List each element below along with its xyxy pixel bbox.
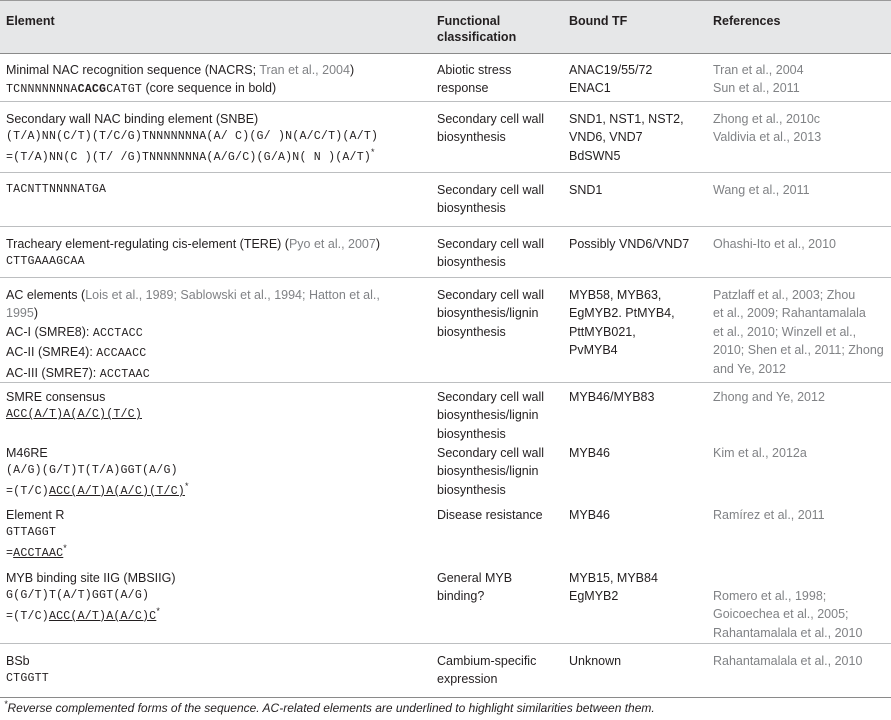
table-row [0,380,891,441]
references-cell: Ohashi-Ito et al., 2010 [713,237,836,251]
citation-link[interactable]: Pyo et al., 2007 [288,237,376,251]
element-cell: M46RE (A/G)(G/T)T(T/A)GGT(A/G) =(T/C)ACC(A/T)A(A/C)(T/C)* [6,446,189,498]
element-cell: MYB binding site IIG (MBSIIG) G(G/T)T(A/T)GGT(A/G) =(T/C)ACC(A/T)A(A/C)C* [6,571,176,623]
element-cell: TACNTTNNNNATGA [6,183,107,196]
table-row [0,644,891,696]
references-cell: Kim et al., 2012a [713,446,807,460]
bound-tf-cell: Unknown [569,654,622,668]
functional-classification-cell: Cambium-specific expression [437,654,537,687]
bound-tf-cell: MYB46/MYB83 [569,390,655,404]
bound-tf-cell: SND1, NST1, NST2, VND6, VND7 BdSWN5 [569,112,684,163]
functional-classification-cell: Secondary cell wall biosynthesis/lignin biosynthesis [437,446,544,497]
citation-link[interactable]: Tran et al., 2004 [259,63,350,77]
element-cell: Minimal NAC recognition sequence (NACRS; Tran et al., 2004) TCNNNNNNNACACGCATGT (core sequence in bold) [6,63,355,97]
table-row [0,227,891,278]
references-cell: Romero et al., 1998; Goicoechea et al., 2005; Rahantamalala et al., 2010 [713,589,863,640]
references-cell: Patzlaff et al., 2003; Zhou et al., 2009; Rahantamalala et al., 2010; Winzell et al., 2010; Shen et al., 2011; Zhong and Ye, 2012 [713,288,884,376]
references-cell: Tran et al., 2004 Sun et al., 2011 [713,63,804,96]
table-bottom-rule [0,697,891,698]
references-cell: Wang et al., 2011 [713,183,810,197]
table-row [0,102,891,173]
core-sequence: CACG [77,83,107,97]
functional-classification-cell: Abiotic stress response [437,63,512,96]
table-row [0,436,891,500]
bound-tf-cell: MYB58, MYB63, EgMYB2. PtMYB4, PttMYB021, PvMYB4 [569,288,675,358]
bound-tf-cell: Possibly VND6/VND7 [569,237,690,251]
header-element: Element [6,14,55,28]
citation-link[interactable]: Hatton et al., [308,288,380,302]
bound-tf-cell: MYB15, MYB84 EgMYB2 [569,571,658,604]
table-footnote: *Reverse complemented forms of the sequence. AC-related elements are underlined to highlight similarities between them. [4,699,655,715]
element-cell: AC elements (Lois et al., 1989; Sablowski et al., 1994; Hatton et al., 1995) AC-I (SMRE8): ACCTACC AC-II (SMRE4): ACCAACC AC-III (SMRE7): ACCTAAC [6,288,380,381]
header-bound-tf: Bound TF [569,14,628,28]
citation-link[interactable]: Lois et al., 1989; [85,288,181,302]
element-cell: SMRE consensus ACC(A/T)A(A/C)(T/C) [6,390,142,422]
table-row [0,173,891,227]
table-row [0,498,891,560]
citation-link[interactable]: Sablowski et al., 1994; [180,288,309,302]
functional-classification-cell: General MYB binding? [437,571,513,604]
element-cell: Secondary wall NAC binding element (SNBE) (T/A)NN(C/T)(T/C/G)TNNNNNNNA(A/ C)(G/ )N(A/C/T)(A/T) =(T/A)NN(C )(T/ /G)TNNNNNNNA(A/G/C)(G/A)N( N )(A/T)* [6,112,379,164]
functional-classification-cell: Secondary cell wall biosynthesis/lignin biosynthesis [437,288,544,339]
bound-tf-cell: MYB46 [569,446,610,460]
element-cell: Element R GTTAGGT =ACCTAAC* [6,508,67,560]
table-header [0,0,891,54]
table-row [0,278,891,383]
references-cell: Rahantamalala et al., 2010 [713,654,863,668]
element-cell: BSb CTGGTT [6,654,49,686]
functional-classification-cell: Secondary cell wall biosynthesis [437,183,544,216]
table-row [0,53,891,102]
functional-classification-cell: Secondary cell wall biosynthesis/lignin biosynthesis [437,390,544,441]
references-cell: Zhong et al., 2010c Valdivia et al., 2013 [713,112,822,145]
bound-tf-cell: SND1 [569,183,603,197]
bound-tf-cell: MYB46 [569,508,610,522]
functional-classification-cell: Secondary cell wall biosynthesis [437,237,544,270]
functional-classification-cell: Disease resistance [437,508,543,522]
header-functional-classification: Functional classification [437,14,517,44]
header-references: References [713,14,781,28]
element-cell: Tracheary element-regulating cis-element (TERE) (Pyo et al., 2007) CTTGAAAGCAA [6,237,381,269]
functional-classification-cell: Secondary cell wall biosynthesis [437,112,544,145]
bound-tf-cell: ANAC19/55/72 ENAC1 [569,63,653,96]
references-cell: Ramírez et al., 2011 [713,508,825,522]
references-cell: Zhong and Ye, 2012 [713,390,825,404]
table-row [0,561,891,644]
